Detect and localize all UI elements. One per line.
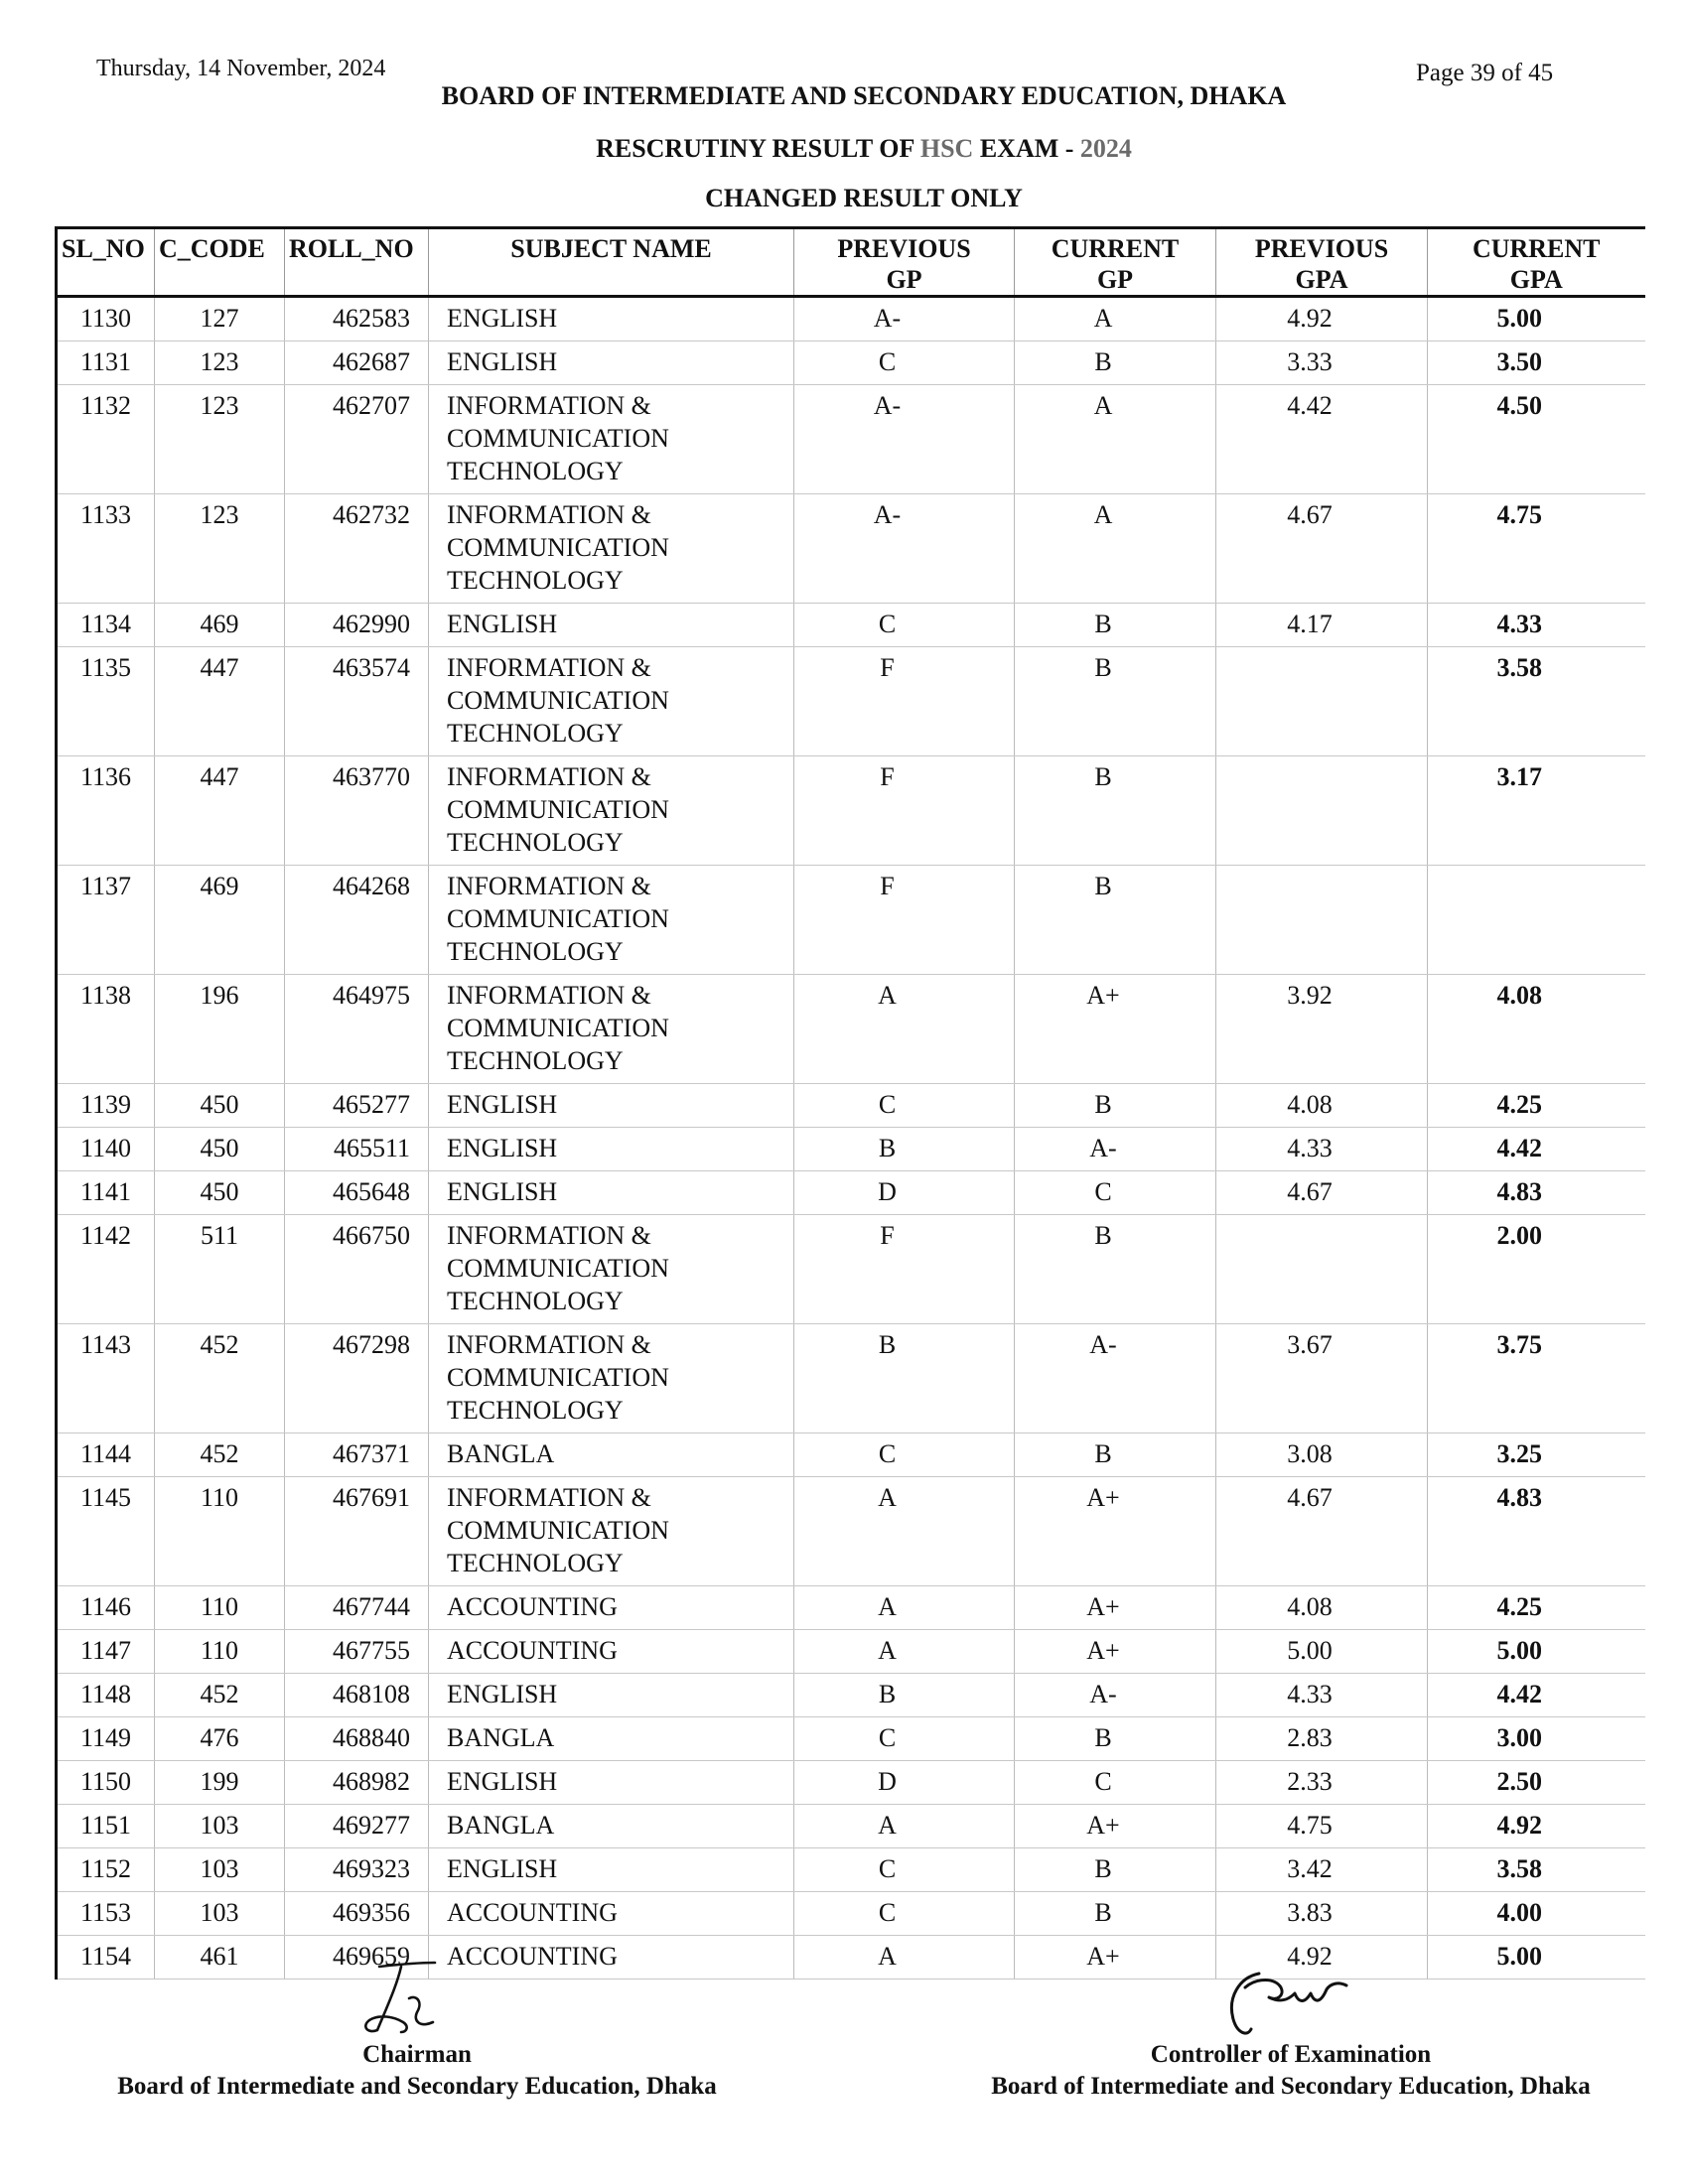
- current-gp-cell: B: [1015, 341, 1216, 385]
- sl-no-cell: 1140: [57, 1128, 155, 1171]
- roll-no-cell: 467371: [285, 1433, 429, 1477]
- previous-gp-cell: B: [794, 1128, 1015, 1171]
- current-gp-cell: A: [1015, 494, 1216, 604]
- previous-gpa-cell: 2.33: [1216, 1761, 1428, 1805]
- subject-cell: ENGLISH: [429, 604, 794, 647]
- sl-no-cell: 1131: [57, 341, 155, 385]
- previous-gp-cell: A: [794, 1936, 1015, 1979]
- previous-gpa-cell: 4.08: [1216, 1586, 1428, 1630]
- sl-no-cell: 1132: [57, 385, 155, 494]
- subject-cell: INFORMATION & COMMUNICATION TECHNOLOGY: [429, 866, 794, 975]
- current-gpa-cell: 3.25: [1428, 1433, 1645, 1477]
- current-gp-cell: C: [1015, 1761, 1216, 1805]
- current-gp-cell: A: [1015, 297, 1216, 341]
- roll-no-cell: 464268: [285, 866, 429, 975]
- table-row: [57, 975, 1645, 1084]
- c-code-cell: 461: [155, 1936, 285, 1979]
- current-gpa-cell: 4.25: [1428, 1586, 1645, 1630]
- subject-cell: ENGLISH: [429, 1761, 794, 1805]
- current-gpa-cell: 4.08: [1428, 975, 1645, 1084]
- current-gpa-cell: 4.50: [1428, 385, 1645, 494]
- current-gpa-cell: 4.75: [1428, 494, 1645, 604]
- c-code-cell: 196: [155, 975, 285, 1084]
- previous-gp-cell: A: [794, 1586, 1015, 1630]
- current-gp-cell: A+: [1015, 1477, 1216, 1586]
- board-title: BOARD OF INTERMEDIATE AND SECONDARY EDUCATION, DHAKA: [441, 81, 1287, 110]
- previous-gpa-cell: 4.42: [1216, 385, 1428, 494]
- c-code-cell: 469: [155, 604, 285, 647]
- current-gpa-cell: 4.00: [1428, 1892, 1645, 1936]
- table-row: [57, 1215, 1645, 1324]
- roll-no-cell: 462732: [285, 494, 429, 604]
- table-row: [57, 1936, 1645, 1979]
- table-row: [57, 1630, 1645, 1674]
- previous-gpa-cell: 3.67: [1216, 1324, 1428, 1433]
- table-row: [57, 1848, 1645, 1892]
- previous-gp-cell: F: [794, 866, 1015, 975]
- subject-cell: BANGLA: [429, 1433, 794, 1477]
- previous-gpa-cell: 3.92: [1216, 975, 1428, 1084]
- c-code-cell: 110: [155, 1630, 285, 1674]
- c-code-cell: 450: [155, 1128, 285, 1171]
- sl-no-cell: 1153: [57, 1892, 155, 1936]
- previous-gpa-cell: 3.08: [1216, 1433, 1428, 1477]
- sl-no-cell: 1136: [57, 756, 155, 866]
- roll-no-cell: 465648: [285, 1171, 429, 1215]
- current-gp-cell: B: [1015, 604, 1216, 647]
- sl-no-cell: 1139: [57, 1084, 155, 1128]
- header-row: [57, 228, 1645, 297]
- current-gp-cell: B: [1015, 1892, 1216, 1936]
- subject-cell: INFORMATION & COMMUNICATION TECHNOLOGY: [429, 975, 794, 1084]
- previous-gp-cell: C: [794, 1848, 1015, 1892]
- previous-gpa-cell: 4.75: [1216, 1805, 1428, 1848]
- sl-no-cell: 1134: [57, 604, 155, 647]
- sl-no-cell: 1138: [57, 975, 155, 1084]
- sl-no-cell: 1152: [57, 1848, 155, 1892]
- previous-gpa-cell: [1216, 1215, 1428, 1324]
- page-number: Page 39 of 45: [1416, 60, 1554, 86]
- current-gp-cell: B: [1015, 866, 1216, 975]
- previous-gp-cell: D: [794, 1761, 1015, 1805]
- current-gp-cell: B: [1015, 1084, 1216, 1128]
- previous-gp-cell: A-: [794, 385, 1015, 494]
- subject-cell: INFORMATION & COMMUNICATION TECHNOLOGY: [429, 1324, 794, 1433]
- subject-cell: INFORMATION & COMMUNICATION TECHNOLOGY: [429, 385, 794, 494]
- c-code-cell: 123: [155, 385, 285, 494]
- roll-no-cell: 468108: [285, 1674, 429, 1717]
- results-table-wrapper: [55, 226, 1643, 1979]
- current-gpa-cell: 4.83: [1428, 1477, 1645, 1586]
- sl-no-cell: 1149: [57, 1717, 155, 1761]
- previous-gp-cell: C: [794, 1084, 1015, 1128]
- subject-cell: ENGLISH: [429, 1848, 794, 1892]
- previous-gp-cell: B: [794, 1324, 1015, 1433]
- roll-no-cell: 462990: [285, 604, 429, 647]
- table-row: [57, 1128, 1645, 1171]
- c-code-cell: 452: [155, 1674, 285, 1717]
- table-row: [57, 647, 1645, 756]
- sl-no-cell: 1150: [57, 1761, 155, 1805]
- previous-gp-cell: A-: [794, 297, 1015, 341]
- sl-no-cell: 1154: [57, 1936, 155, 1979]
- previous-gp-cell: C: [794, 604, 1015, 647]
- table-row: [57, 1586, 1645, 1630]
- print-date: Thursday, 14 November, 2024: [96, 56, 386, 81]
- sl-no-cell: 1130: [57, 297, 155, 341]
- previous-gp-cell: F: [794, 647, 1015, 756]
- c-code-cell: 103: [155, 1892, 285, 1936]
- sl-no-cell: 1143: [57, 1324, 155, 1433]
- current-gp-cell: A+: [1015, 1936, 1216, 1979]
- previous-gpa-cell: [1216, 647, 1428, 756]
- table-row: [57, 1717, 1645, 1761]
- c-code-cell: 199: [155, 1761, 285, 1805]
- current-gpa-cell: 4.25: [1428, 1084, 1645, 1128]
- result-prefix: RESCRUTINY RESULT OF: [596, 134, 914, 163]
- previous-gpa-cell: 4.92: [1216, 297, 1428, 341]
- c-code-cell: 103: [155, 1848, 285, 1892]
- column-header-c-code: C_CODE: [155, 228, 285, 297]
- roll-no-cell: 465511: [285, 1128, 429, 1171]
- subject-cell: INFORMATION & COMMUNICATION TECHNOLOGY: [429, 647, 794, 756]
- controller-org: Board of Intermediate and Secondary Education, Dhaka: [991, 2073, 1591, 2100]
- subject-cell: ENGLISH: [429, 1674, 794, 1717]
- roll-no-cell: 467755: [285, 1630, 429, 1674]
- result-title: [0, 134, 1688, 164]
- previous-gp-cell: A: [794, 1805, 1015, 1848]
- previous-gpa-cell: 4.67: [1216, 494, 1428, 604]
- current-gpa-cell: 3.17: [1428, 756, 1645, 866]
- subject-cell: ENGLISH: [429, 297, 794, 341]
- table-row: [57, 866, 1645, 975]
- subject-cell: ACCOUNTING: [429, 1586, 794, 1630]
- previous-gp-cell: C: [794, 1892, 1015, 1936]
- sl-no-cell: 1148: [57, 1674, 155, 1717]
- c-code-cell: 447: [155, 647, 285, 756]
- table-row: [57, 1171, 1645, 1215]
- current-gpa-cell: 2.50: [1428, 1761, 1645, 1805]
- current-gpa-cell: 4.42: [1428, 1128, 1645, 1171]
- controller-block: [914, 2039, 1668, 2103]
- c-code-cell: 110: [155, 1586, 285, 1630]
- subject-cell: INFORMATION & COMMUNICATION TECHNOLOGY: [429, 1215, 794, 1324]
- subject-cell: ENGLISH: [429, 1084, 794, 1128]
- current-gp-cell: A: [1015, 385, 1216, 494]
- previous-gpa-cell: 4.33: [1216, 1128, 1428, 1171]
- roll-no-cell: 467691: [285, 1477, 429, 1586]
- previous-gpa-cell: [1216, 756, 1428, 866]
- sl-no-cell: 1145: [57, 1477, 155, 1586]
- roll-no-cell: 467298: [285, 1324, 429, 1433]
- current-gp-cell: B: [1015, 1433, 1216, 1477]
- roll-no-cell: 469659: [285, 1936, 429, 1979]
- current-gpa-cell: 3.00: [1428, 1717, 1645, 1761]
- current-gpa-cell: 2.00: [1428, 1215, 1645, 1324]
- previous-gp-cell: F: [794, 756, 1015, 866]
- subject-cell: ENGLISH: [429, 1128, 794, 1171]
- exam-year: 2024: [1079, 134, 1132, 163]
- subject-cell: ENGLISH: [429, 341, 794, 385]
- table-row: [57, 1477, 1645, 1586]
- current-gp-cell: B: [1015, 647, 1216, 756]
- previous-gp-cell: A: [794, 1477, 1015, 1586]
- previous-gpa-cell: 2.83: [1216, 1717, 1428, 1761]
- roll-no-cell: 467744: [285, 1586, 429, 1630]
- current-gpa-cell: 3.75: [1428, 1324, 1645, 1433]
- roll-no-cell: 469323: [285, 1848, 429, 1892]
- roll-no-cell: 468982: [285, 1761, 429, 1805]
- previous-gpa-cell: 4.08: [1216, 1084, 1428, 1128]
- current-gpa-cell: 3.58: [1428, 647, 1645, 756]
- current-gpa-cell: [1428, 866, 1645, 975]
- current-gp-cell: A-: [1015, 1324, 1216, 1433]
- column-header-sl-no: SL_NO: [57, 228, 155, 297]
- exam-name: HSC: [919, 134, 974, 163]
- table-row: [57, 756, 1645, 866]
- roll-no-cell: 468840: [285, 1717, 429, 1761]
- subject-cell: INFORMATION & COMMUNICATION TECHNOLOGY: [429, 494, 794, 604]
- previous-gpa-cell: 3.42: [1216, 1848, 1428, 1892]
- table-row: [57, 385, 1645, 494]
- previous-gpa-cell: 4.67: [1216, 1171, 1428, 1215]
- subject-cell: ENGLISH: [429, 1171, 794, 1215]
- subject-cell: ACCOUNTING: [429, 1936, 794, 1979]
- previous-gpa-cell: 3.33: [1216, 341, 1428, 385]
- c-code-cell: 447: [155, 756, 285, 866]
- current-gpa-cell: 5.00: [1428, 297, 1645, 341]
- table-row: [57, 1433, 1645, 1477]
- roll-no-cell: 469356: [285, 1892, 429, 1936]
- previous-gp-cell: C: [794, 341, 1015, 385]
- roll-no-cell: 462707: [285, 385, 429, 494]
- current-gp-cell: A+: [1015, 1630, 1216, 1674]
- results-table: [55, 226, 1645, 1979]
- sl-no-cell: 1151: [57, 1805, 155, 1848]
- table-row: [57, 1674, 1645, 1717]
- table-row: [57, 1892, 1645, 1936]
- current-gp-cell: B: [1015, 1848, 1216, 1892]
- c-code-cell: 450: [155, 1084, 285, 1128]
- previous-gpa-cell: 4.67: [1216, 1477, 1428, 1586]
- chairman-signature: [357, 1961, 447, 2045]
- current-gp-cell: C: [1015, 1171, 1216, 1215]
- table-row: [57, 1805, 1645, 1848]
- sl-no-cell: 1135: [57, 647, 155, 756]
- column-header-roll-no: ROLL_NO: [285, 228, 429, 297]
- table-row: [57, 494, 1645, 604]
- c-code-cell: 123: [155, 494, 285, 604]
- table-row: [57, 1084, 1645, 1128]
- chairman-org: Board of Intermediate and Secondary Education, Dhaka: [117, 2073, 717, 2100]
- c-code-cell: 110: [155, 1477, 285, 1586]
- sl-no-cell: 1144: [57, 1433, 155, 1477]
- subject-cell: INFORMATION & COMMUNICATION TECHNOLOGY: [429, 1477, 794, 1586]
- previous-gp-cell: C: [794, 1433, 1015, 1477]
- current-gp-cell: A-: [1015, 1674, 1216, 1717]
- current-gpa-cell: 4.33: [1428, 604, 1645, 647]
- previous-gp-cell: A: [794, 1630, 1015, 1674]
- table-row: [57, 1761, 1645, 1805]
- current-gp-cell: B: [1015, 1215, 1216, 1324]
- roll-no-cell: 463770: [285, 756, 429, 866]
- current-gp-cell: B: [1015, 1717, 1216, 1761]
- current-gpa-cell: 4.83: [1428, 1171, 1645, 1215]
- sl-no-cell: 1133: [57, 494, 155, 604]
- sl-no-cell: 1142: [57, 1215, 155, 1324]
- c-code-cell: 476: [155, 1717, 285, 1761]
- c-code-cell: 123: [155, 341, 285, 385]
- current-gpa-cell: 4.42: [1428, 1674, 1645, 1717]
- current-gp-cell: A+: [1015, 975, 1216, 1084]
- table-row: [57, 1324, 1645, 1433]
- current-gpa-cell: 3.50: [1428, 341, 1645, 385]
- sl-no-cell: 1141: [57, 1171, 155, 1215]
- current-gpa-cell: 4.92: [1428, 1805, 1645, 1848]
- subject-cell: ACCOUNTING: [429, 1630, 794, 1674]
- roll-no-cell: 462583: [285, 297, 429, 341]
- roll-no-cell: 463574: [285, 647, 429, 756]
- previous-gp-cell: B: [794, 1674, 1015, 1717]
- column-header-previous-gp: PREVIOUS GP: [794, 228, 1015, 297]
- sl-no-cell: 1137: [57, 866, 155, 975]
- roll-no-cell: 469277: [285, 1805, 429, 1848]
- previous-gp-cell: C: [794, 1717, 1015, 1761]
- subject-cell: INFORMATION & COMMUNICATION TECHNOLOGY: [429, 756, 794, 866]
- previous-gpa-cell: 4.17: [1216, 604, 1428, 647]
- current-gp-cell: A-: [1015, 1128, 1216, 1171]
- table-row: [57, 297, 1645, 341]
- previous-gp-cell: A: [794, 975, 1015, 1084]
- previous-gpa-cell: 4.33: [1216, 1674, 1428, 1717]
- previous-gp-cell: F: [794, 1215, 1015, 1324]
- column-header-previous-gpa: PREVIOUS GPA: [1216, 228, 1428, 297]
- controller-signature: [1219, 1964, 1368, 2048]
- current-gp-cell: A+: [1015, 1586, 1216, 1630]
- c-code-cell: 450: [155, 1171, 285, 1215]
- table-body: [57, 297, 1645, 1979]
- subject-cell: ACCOUNTING: [429, 1892, 794, 1936]
- table-header: [57, 228, 1645, 297]
- c-code-cell: 469: [155, 866, 285, 975]
- result-subtitle: CHANGED RESULT ONLY: [705, 184, 1023, 212]
- roll-no-cell: 465277: [285, 1084, 429, 1128]
- sl-no-cell: 1147: [57, 1630, 155, 1674]
- controller-title: Controller of Examination: [1150, 2041, 1432, 2068]
- current-gpa-cell: 3.58: [1428, 1848, 1645, 1892]
- roll-no-cell: 462687: [285, 341, 429, 385]
- roll-no-cell: 464975: [285, 975, 429, 1084]
- previous-gpa-cell: 3.83: [1216, 1892, 1428, 1936]
- current-gpa-cell: 5.00: [1428, 1936, 1645, 1979]
- column-header-subject-name: SUBJECT NAME: [429, 228, 794, 297]
- table-row: [57, 341, 1645, 385]
- exam-suffix: EXAM -: [979, 134, 1074, 163]
- column-header-current-gp: CURRENT GP: [1015, 228, 1216, 297]
- chairman-title: Chairman: [362, 2041, 472, 2068]
- current-gp-cell: B: [1015, 756, 1216, 866]
- previous-gpa-cell: 4.92: [1216, 1936, 1428, 1979]
- column-header-current-gpa: CURRENT GPA: [1428, 228, 1645, 297]
- previous-gpa-cell: [1216, 866, 1428, 975]
- subject-cell: BANGLA: [429, 1717, 794, 1761]
- current-gp-cell: A+: [1015, 1805, 1216, 1848]
- c-code-cell: 452: [155, 1433, 285, 1477]
- table-row: [57, 604, 1645, 647]
- previous-gp-cell: D: [794, 1171, 1015, 1215]
- sl-no-cell: 1146: [57, 1586, 155, 1630]
- c-code-cell: 127: [155, 297, 285, 341]
- c-code-cell: 511: [155, 1215, 285, 1324]
- c-code-cell: 103: [155, 1805, 285, 1848]
- current-gpa-cell: 5.00: [1428, 1630, 1645, 1674]
- previous-gp-cell: A-: [794, 494, 1015, 604]
- c-code-cell: 452: [155, 1324, 285, 1433]
- roll-no-cell: 466750: [285, 1215, 429, 1324]
- chairman-block: [40, 2039, 794, 2103]
- subject-cell: BANGLA: [429, 1805, 794, 1848]
- previous-gpa-cell: 5.00: [1216, 1630, 1428, 1674]
